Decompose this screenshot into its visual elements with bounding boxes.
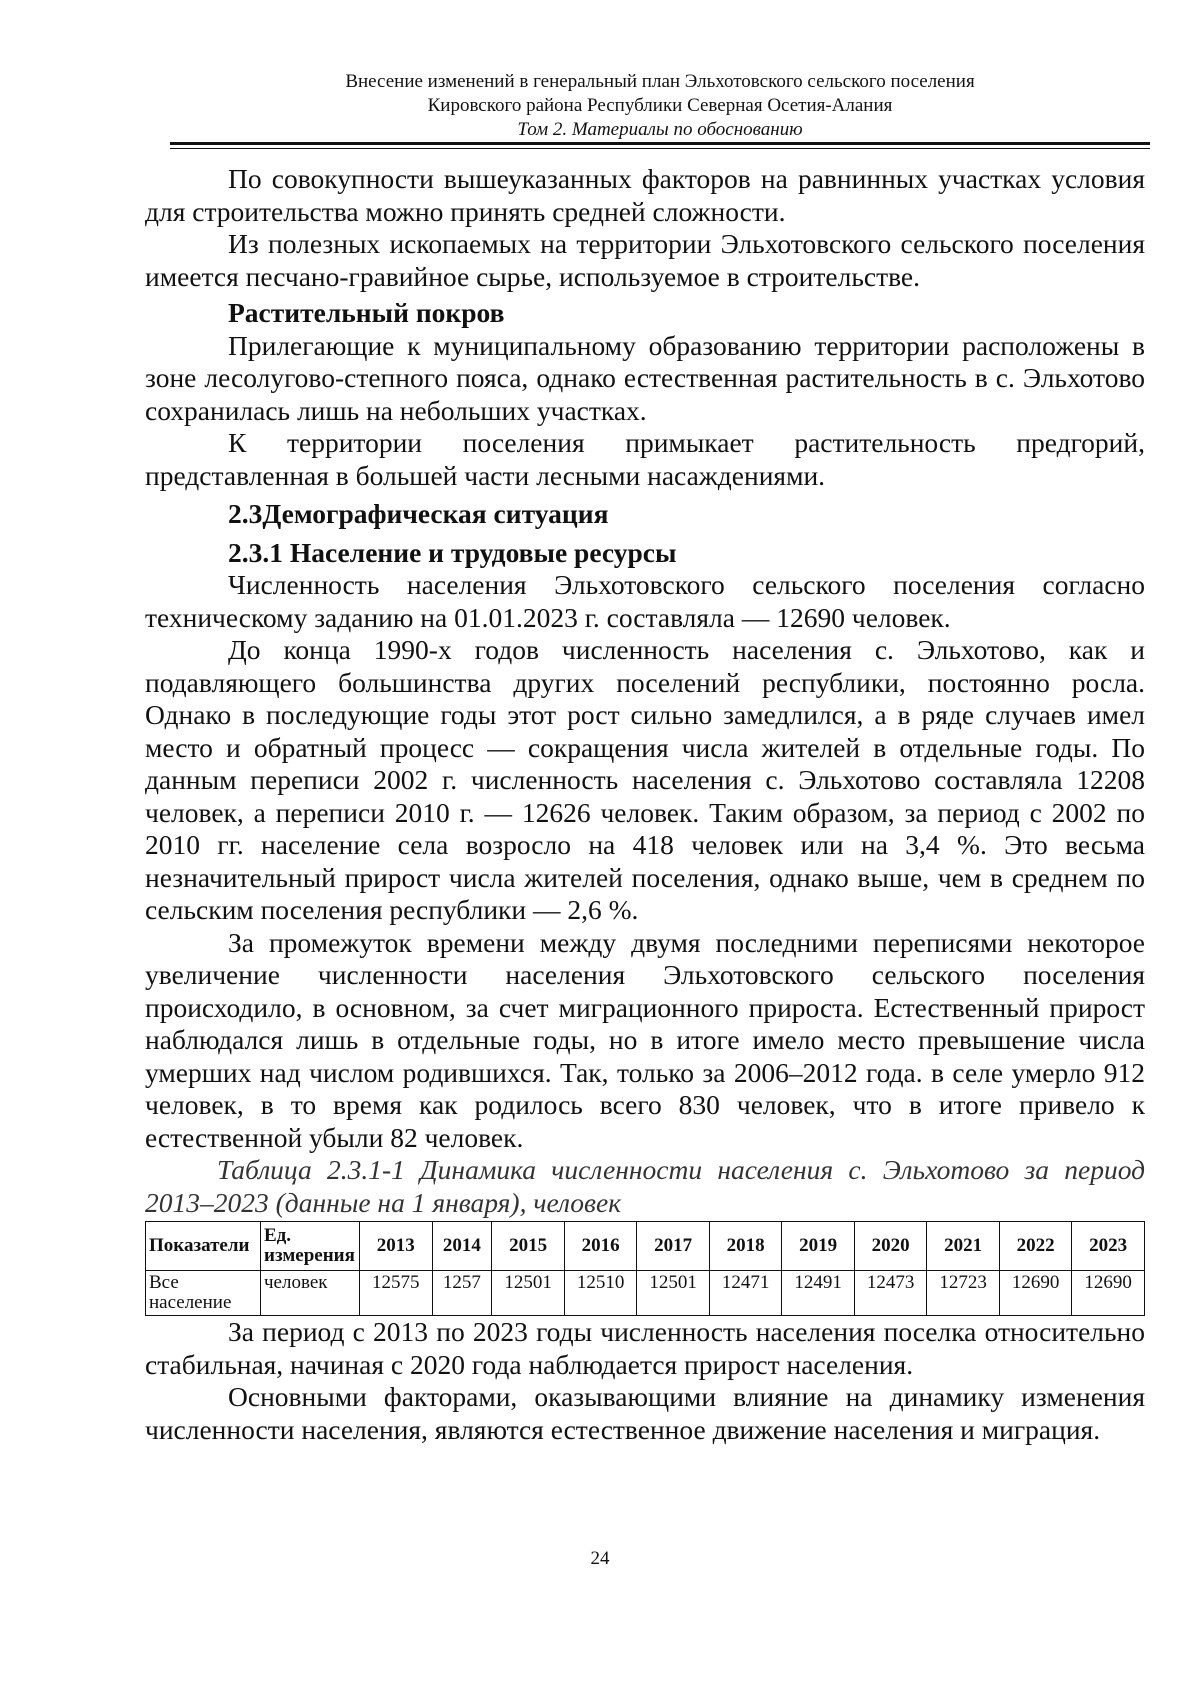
header-cell-year: 2016 (564, 1222, 637, 1271)
paragraph: По совокупности вышеуказанных факторов на равнинных участках условия для строительства можно принять средней сложности. (145, 163, 1145, 227)
header-cell-year: 2017 (637, 1222, 710, 1271)
value-cell: 12471 (709, 1271, 782, 1316)
paragraph: До конца 1990-х годов численность населения с. Эльхотово, как и подавляющего большинства других поселений республики, постоянно росла. Однако в последующие годы этот рост сильно замедлился, а в ряде случаев имел место и обратный процесс — сокращения числа жителей в отдельные годы. По данным переписи 2002 г. численность населения с. Эльхотово составляла 12208 человек, а переписи 2010 г. — 12626 человек. Таким образом, за период с 2002 по 2010 гг. население села возросло на 418 человек или на 3,4 %. Это весьма незначительный прирост числа жителей поселения, однако выше, чем в среднем по сельским поселения республики — 2,6 %. (145, 634, 1145, 925)
row-unit-cell: человек (261, 1271, 360, 1316)
paragraph: Прилегающие к муниципальному образованию территории расположены в зоне лесолугово-степного пояса, однако естественная растительность в с. Эльхотово сохранилась лишь на небольших участках. (145, 329, 1145, 426)
table-header-row (146, 1222, 1145, 1271)
value-cell: 12491 (782, 1271, 855, 1316)
page-number: 24 (590, 1548, 610, 1569)
header-cell-year: 2019 (782, 1222, 855, 1271)
section-number: 2.3 (228, 498, 263, 529)
paragraph: За период с 2013 по 2023 годы численность населения поселка относительно стабильная, начиная с 2020 года наблюдается прирост населения. (145, 1316, 1145, 1380)
table-row (146, 1271, 1145, 1316)
value-cell: 12501 (637, 1271, 710, 1316)
header-cell-year: 2022 (999, 1222, 1072, 1271)
header-cell-year: 2013 (360, 1222, 433, 1271)
row-label-cell: Все население (146, 1271, 261, 1316)
value-cell: 12690 (1072, 1271, 1145, 1316)
document-body (145, 163, 1145, 1446)
header-line-3: Том 2. Материалы по обоснованию (517, 119, 803, 140)
header-cell-unit: Ед. измерения (261, 1222, 360, 1271)
paragraph: К территории поселения примыкает растительность предгорий, представленная в большей части лесными насаждениями. (145, 427, 1145, 491)
section-title: Демографическая ситуация (262, 498, 609, 529)
section-heading-vegetation: Растительный покров (228, 297, 505, 328)
running-header (170, 70, 1150, 142)
header-rule-thick (170, 142, 1150, 145)
paragraph: Из полезных ископаемых на территории Эльхотовского сельского поселения имеется песчано-гравийное сырье, используемое в строительстве. (145, 228, 1145, 292)
section-heading-demography (145, 498, 1145, 531)
paragraph: Численность населения Эльхотовского сельского поселения согласно техническому заданию на 01.01.2023 г. составляла — 12690 человек. (145, 569, 1145, 633)
subsection-heading-population: 2.3.1 Население и трудовые ресурсы (228, 536, 677, 568)
header-cell-year: 2014 (432, 1222, 492, 1271)
value-cell: 1257 (432, 1271, 492, 1316)
value-cell: 12501 (492, 1271, 565, 1316)
header-cell-indicator: Показатели (146, 1222, 261, 1271)
paragraph: Основными факторами, оказывающими влияние на динамику изменения численности населения, являются естественное движение населения и миграция. (145, 1381, 1145, 1445)
population-table (145, 1221, 1145, 1316)
value-cell: 12723 (927, 1271, 1000, 1316)
header-line-1: Внесение изменений в генеральный план Эльхотовского сельского поселения (345, 71, 975, 92)
header-cell-year: 2015 (492, 1222, 565, 1271)
header-line-2: Кировского района Республики Северная Осетия-Алания (427, 95, 893, 116)
value-cell: 12510 (564, 1271, 637, 1316)
header-cell-year: 2018 (709, 1222, 782, 1271)
value-cell: 12690 (999, 1271, 1072, 1316)
header-cell-year: 2023 (1072, 1222, 1145, 1271)
value-cell: 12575 (360, 1271, 433, 1316)
header-cell-year: 2021 (927, 1222, 1000, 1271)
value-cell: 12473 (854, 1271, 927, 1316)
header-rule-thin (170, 148, 1150, 149)
table-caption: Таблица 2.3.1-1 Динамика численности населения с. Эльхотово за период 2013–2023 (данные на 1 января), человек (145, 1154, 1145, 1218)
paragraph: За промежуток времени между двумя последними переписями некоторое увеличение численности населения Эльхотовского сельского поселения происходило, в основном, за счет миграционного прироста. Естественный прирост наблюдался лишь в отдельные годы, но в итоге имело место превышение числа умерших над числом родившихся. Так, только за 2006–2012 года. в селе умерло 912 человек, в то время как родилось всего 830 человек, что в итоге привело к естественной убыли 82 человек. (145, 926, 1145, 1153)
header-cell-year: 2020 (854, 1222, 927, 1271)
